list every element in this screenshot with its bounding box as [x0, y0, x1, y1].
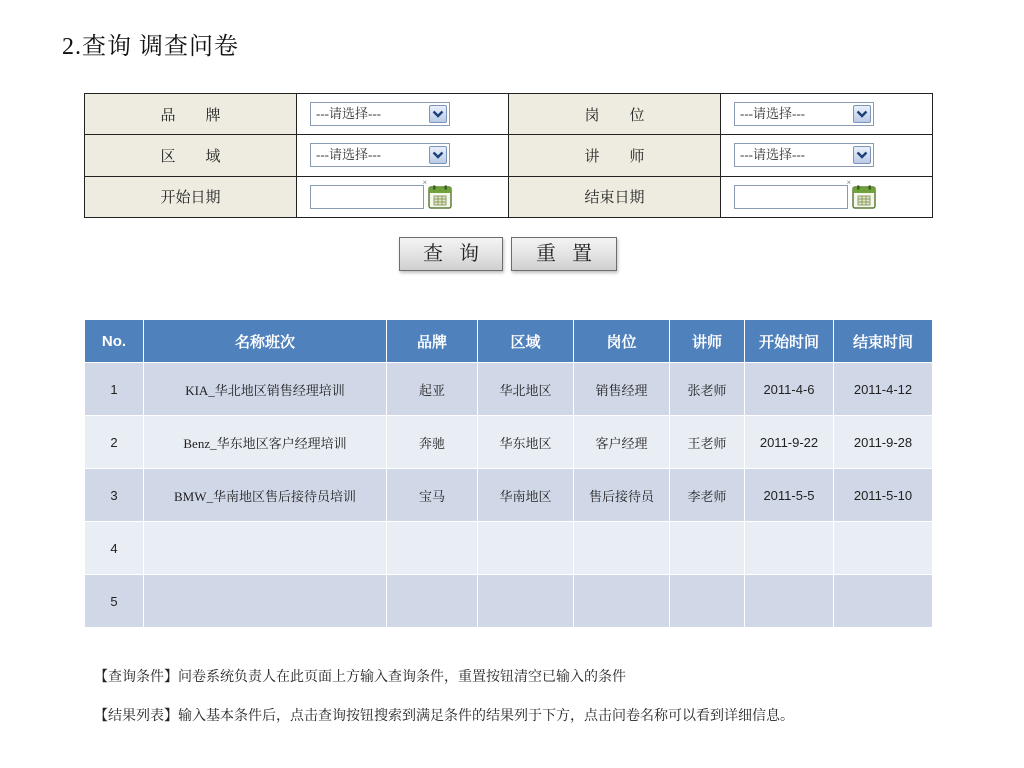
lecturer-label: 讲 师 — [509, 135, 721, 176]
table-cell: 2011-4-6 — [745, 363, 834, 416]
region-label: 区 域 — [85, 135, 297, 176]
end-date-label: 结束日期 — [509, 176, 721, 217]
start-date-picker — [310, 177, 452, 209]
table-cell: 3 — [85, 469, 144, 522]
position-select[interactable] — [734, 102, 874, 126]
table-cell: 2011-9-28 — [834, 416, 933, 469]
form-row-region-lecturer — [85, 135, 933, 176]
form-row-dates — [85, 176, 933, 217]
end-date-cell — [721, 176, 933, 217]
table-cell: 李老师 — [670, 469, 745, 522]
table-cell: 2011-5-10 — [834, 469, 933, 522]
table-cell: 客户经理 — [574, 416, 670, 469]
region-select[interactable] — [310, 143, 450, 167]
table-row — [85, 363, 933, 416]
page-title: 2.查询 调查问卷 — [62, 34, 239, 60]
questionnaire-name-cell — [144, 522, 387, 575]
region-cell — [297, 135, 509, 176]
table-cell — [387, 522, 478, 575]
table-cell: 售后接待员 — [574, 469, 670, 522]
table-row — [85, 575, 933, 628]
table-cell: 1 — [85, 363, 144, 416]
position-label: 岗 位 — [509, 94, 721, 135]
position-cell — [721, 94, 933, 135]
table-cell: 宝马 — [387, 469, 478, 522]
table-cell: 销售经理 — [574, 363, 670, 416]
questionnaire-name-cell — [144, 575, 387, 628]
query-form — [84, 93, 933, 218]
questionnaire-name-cell[interactable]: KIA_华北地区销售经理培训 — [144, 363, 387, 416]
table-cell: 奔驰 — [387, 416, 478, 469]
table-cell: 5 — [85, 575, 144, 628]
table-cell — [745, 575, 834, 628]
table-cell: 2 — [85, 416, 144, 469]
table-row — [85, 522, 933, 575]
brand-select-value: ---请选择--- — [316, 106, 381, 122]
column-header: 开始时间 — [745, 320, 834, 363]
table-cell — [670, 522, 745, 575]
brand-cell — [297, 94, 509, 135]
form-row-brand-position — [85, 94, 933, 135]
start-date-label: 开始日期 — [85, 176, 297, 217]
table-cell: 起亚 — [387, 363, 478, 416]
note-result-list: 【结果列表】输入基本条件后，点击查询按钮搜索到满足条件的结果列于下方，点击问卷名称可以看到详细信息。 — [94, 709, 794, 724]
chevron-down-icon[interactable] — [429, 146, 447, 164]
table-cell: 华南地区 — [478, 469, 574, 522]
chevron-down-icon[interactable] — [853, 105, 871, 123]
table-cell — [745, 522, 834, 575]
table-cell — [387, 575, 478, 628]
lecturer-cell — [721, 135, 933, 176]
reset-button[interactable]: 重置 — [511, 237, 617, 271]
brand-label: 品 牌 — [85, 94, 297, 135]
table-cell — [574, 575, 670, 628]
table-cell — [478, 575, 574, 628]
end-date-picker — [734, 177, 876, 209]
table-cell: 2011-5-5 — [745, 469, 834, 522]
brand-select[interactable] — [310, 102, 450, 126]
table-cell: 王老师 — [670, 416, 745, 469]
table-cell: 2011-9-22 — [745, 416, 834, 469]
chevron-down-icon[interactable] — [429, 105, 447, 123]
lecturer-select-value: ---请选择--- — [740, 147, 805, 163]
calendar-icon[interactable] — [428, 185, 452, 209]
notes — [94, 668, 794, 746]
clear-icon[interactable]: × — [422, 177, 427, 187]
table-cell — [574, 522, 670, 575]
column-header: No. — [85, 320, 144, 363]
table-row — [85, 416, 933, 469]
query-button[interactable]: 查询 — [399, 237, 503, 271]
column-header: 讲师 — [670, 320, 745, 363]
start-date-input[interactable] — [310, 177, 427, 209]
start-date-cell — [297, 176, 509, 217]
end-date-input[interactable] — [734, 177, 851, 209]
table-body — [85, 363, 933, 628]
table-cell: 华北地区 — [478, 363, 574, 416]
questionnaire-name-cell[interactable]: BMW_华南地区售后接待员培训 — [144, 469, 387, 522]
region-select-value: ---请选择--- — [316, 147, 381, 163]
column-header: 结束时间 — [834, 320, 933, 363]
note-query-conditions: 【查询条件】问卷系统负责人在此页面上方输入查询条件，重置按钮清空已输入的条件 — [94, 670, 626, 685]
position-select-value: ---请选择--- — [740, 106, 805, 122]
table-cell: 张老师 — [670, 363, 745, 416]
table-cell: 华东地区 — [478, 416, 574, 469]
column-header: 品牌 — [387, 320, 478, 363]
table-row — [85, 469, 933, 522]
column-header: 区域 — [478, 320, 574, 363]
table-cell — [834, 575, 933, 628]
column-header: 名称班次 — [144, 320, 387, 363]
table-cell — [670, 575, 745, 628]
results-table — [84, 319, 933, 628]
table-cell — [478, 522, 574, 575]
table-header-row — [85, 320, 933, 363]
column-header: 岗位 — [574, 320, 670, 363]
chevron-down-icon[interactable] — [853, 146, 871, 164]
table-cell — [834, 522, 933, 575]
questionnaire-name-cell[interactable]: Benz_华东地区客户经理培训 — [144, 416, 387, 469]
table-cell: 4 — [85, 522, 144, 575]
table-cell: 2011-4-12 — [834, 363, 933, 416]
lecturer-select[interactable] — [734, 143, 874, 167]
calendar-icon[interactable] — [852, 185, 876, 209]
clear-icon[interactable]: × — [846, 177, 851, 187]
